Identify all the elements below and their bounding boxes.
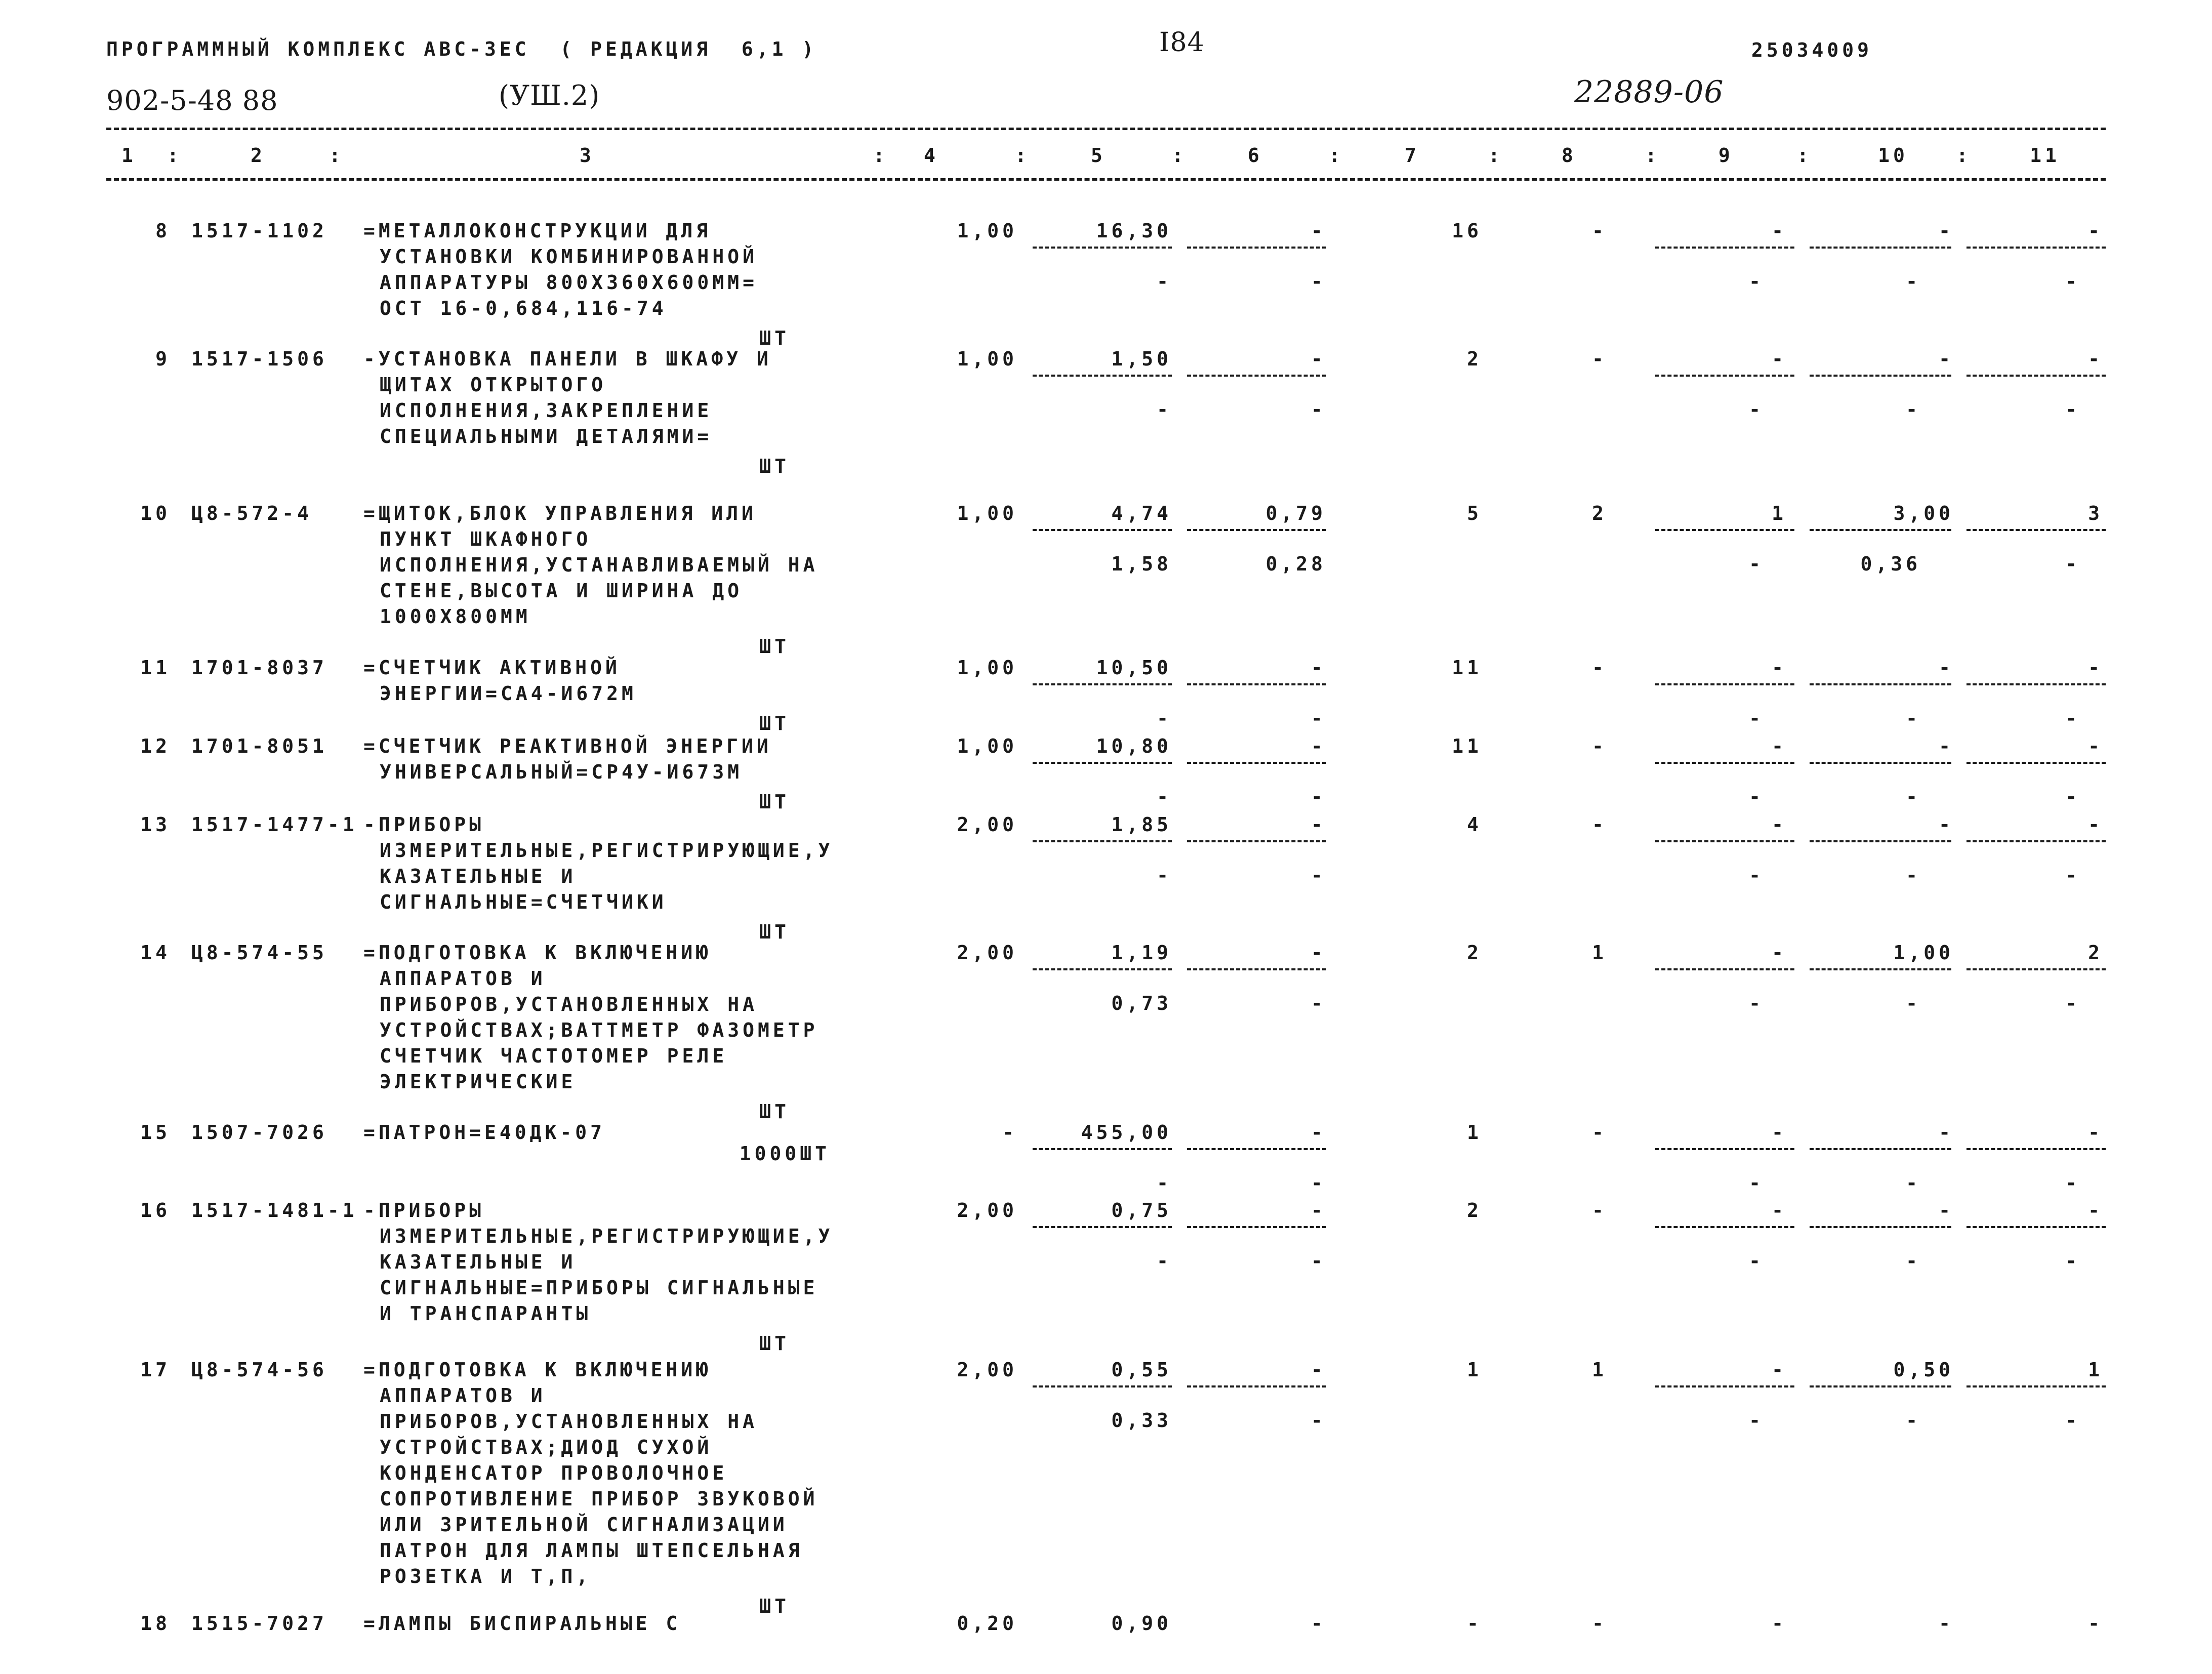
row-unit: ШТ: [759, 635, 790, 658]
row-description-line: =ПОДГОТОВКА К ВКЛЮЧЕНИЮ: [363, 1359, 712, 1381]
row-value-c6: -: [1311, 813, 1326, 836]
row-unit: ШТ: [759, 1100, 790, 1123]
row-description-line: ПРИБОРОВ,УСТАНОВЛЕННЫХ НА: [380, 1410, 758, 1433]
row-value-c11: 3: [2088, 502, 2103, 524]
row-number: 15: [140, 1121, 171, 1144]
subtotal-rule: [1033, 247, 1172, 249]
subtotal-rule: [1187, 1226, 1326, 1228]
row-value-c9: 1: [1772, 502, 1787, 524]
row-number: 11: [140, 657, 171, 679]
column-header-6: 6: [1248, 144, 1263, 167]
row-description-line: ИЗМЕРИТЕЛЬНЫЕ,РЕГИСТРИРУЮЩИЕ,У: [380, 839, 834, 862]
subtotal-rule: [1033, 683, 1172, 685]
subtotal-rule: [1810, 529, 1951, 531]
column-header-1: 1: [121, 144, 137, 167]
subtotal-rule: [1655, 968, 1794, 970]
row-value-c4: 2,00: [957, 942, 1017, 964]
row-value-c11: -: [2088, 1199, 2103, 1221]
row-value-c11b: -: [2065, 398, 2080, 421]
row-value-c10b: -: [1906, 786, 1921, 808]
column-header-7: 7: [1405, 144, 1420, 167]
row-code: Ц8-574-56: [191, 1359, 327, 1381]
row-code: 1701-8051: [191, 735, 327, 757]
row-code: 1507-7026: [191, 1121, 327, 1144]
row-description-line: УСТРОЙСТВАХ;ДИОД СУХОЙ: [380, 1436, 713, 1458]
row-description-line: ЭНЕРГИИ=СА4-И672М: [380, 682, 637, 705]
row-value-c5b: -: [1157, 1172, 1172, 1194]
row-description-line: СПЕЦИАЛЬНЫМИ ДЕТАЛЯМИ=: [380, 425, 713, 447]
row-value-c5b: 1,58: [1111, 553, 1172, 575]
row-value-c10: -: [1939, 1121, 1954, 1144]
row-value-c11: 2: [2088, 942, 2103, 964]
column-separator: :: [1956, 144, 1972, 167]
subtotal-rule: [1967, 968, 2106, 970]
row-value-c10: 3,00: [1893, 502, 1954, 524]
subtotal-rule: [1810, 1226, 1951, 1228]
column-header-10: 10: [1878, 144, 1908, 167]
row-description-line: АППАРАТОВ И: [380, 1384, 546, 1407]
row-value-c10: -: [1939, 348, 1954, 370]
row-description-line: КАЗАТЕЛЬНЫЕ И: [380, 1251, 577, 1273]
row-value-c8: -: [1592, 1612, 1607, 1635]
row-value-c9b: -: [1749, 992, 1764, 1014]
subtotal-rule: [1033, 1226, 1172, 1228]
row-description-line: КАЗАТЕЛЬНЫЕ И: [380, 865, 577, 887]
subtotal-rule: [1810, 840, 1951, 842]
column-separator: :: [1015, 144, 1030, 167]
subtotal-rule: [1187, 375, 1326, 377]
row-description-line: И ТРАНСПАРАНТЫ: [380, 1302, 592, 1325]
row-value-c5: 1,50: [1111, 348, 1172, 370]
row-description-line: =МЕТАЛЛОКОНСТРУКЦИИ ДЛЯ: [363, 220, 712, 242]
subtotal-rule: [1967, 529, 2106, 531]
column-separator: :: [167, 144, 182, 167]
row-value-c9b: -: [1749, 786, 1764, 808]
row-number: 12: [140, 735, 171, 757]
project-number: 902-5-48 88: [106, 85, 278, 116]
row-value-c5b: 0,33: [1111, 1409, 1172, 1432]
row-description-line: РОЗЕТКА И Т,П,: [380, 1565, 592, 1587]
row-value-c6: -: [1311, 220, 1326, 242]
subtotal-rule: [1033, 1385, 1172, 1387]
row-number: 10: [140, 502, 171, 524]
row-value-c10b: -: [1906, 864, 1921, 886]
row-value-c8: -: [1592, 1199, 1607, 1221]
row-value-c10: 1,00: [1893, 942, 1954, 964]
row-value-c10: -: [1939, 1199, 1954, 1221]
row-value-c6: 0,79: [1265, 502, 1326, 524]
row-value-c11b: -: [2065, 707, 2080, 729]
row-description-line: УСТРОЙСТВАХ;ВАТТМЕТР ФАЗОМЕТР: [380, 1019, 818, 1041]
subtotal-rule: [1967, 1385, 2106, 1387]
subtotal-rule: [1187, 1385, 1326, 1387]
row-value-c11: 1: [2088, 1359, 2103, 1381]
row-value-c5: 4,74: [1111, 502, 1172, 524]
row-value-c11: -: [2088, 735, 2103, 757]
row-value-c11: -: [2088, 813, 2103, 836]
row-value-c10b: -: [1906, 1409, 1921, 1432]
row-value-c8: -: [1592, 735, 1607, 757]
column-separator: :: [1488, 144, 1503, 167]
row-description-line: =ЛАМПЫ БИСПИРАЛЬНЫЕ С: [363, 1612, 681, 1635]
row-value-c5: 10,50: [1096, 657, 1172, 679]
inventory-stamp: 22889-06: [1574, 74, 1724, 110]
row-value-c11b: -: [2065, 992, 2080, 1014]
subtotal-rule: [1810, 762, 1951, 764]
row-value-c10: -: [1939, 220, 1954, 242]
row-description-line: ОСТ 16-0,684,116-74: [380, 297, 667, 319]
row-value-c9: -: [1772, 657, 1787, 679]
row-value-c11: -: [2088, 220, 2103, 242]
subtotal-rule: [1967, 762, 2106, 764]
row-value-c6: -: [1311, 1359, 1326, 1381]
row-description-line: =ЩИТОК,БЛОК УПРАВЛЕНИЯ ИЛИ: [363, 502, 757, 524]
subtotal-rule: [1967, 247, 2106, 249]
row-description-line: АППАРАТУРЫ 800Х360Х600ММ=: [380, 271, 758, 294]
row-value-c9: -: [1772, 1359, 1787, 1381]
row-description-line: ИСПОЛНЕНИЯ,ЗАКРЕПЛЕНИЕ: [380, 399, 713, 422]
column-header-5: 5: [1091, 144, 1106, 167]
subtotal-rule: [1967, 375, 2106, 377]
row-value-c6b: -: [1311, 864, 1326, 886]
subtotal-rule: [1187, 762, 1326, 764]
subtotal-rule: [1655, 1148, 1794, 1150]
row-description-line: УНИВЕРСАЛЬНЫЙ=СР4У-И673М: [380, 761, 743, 783]
row-value-c11b: -: [2065, 786, 2080, 808]
subtotal-rule: [1033, 529, 1172, 531]
row-value-c11b: -: [2065, 1409, 2080, 1432]
row-value-c6: -: [1311, 657, 1326, 679]
row-number: 18: [140, 1612, 171, 1635]
row-value-c6: -: [1311, 348, 1326, 370]
row-number: 16: [140, 1199, 171, 1221]
row-value-c9b: -: [1749, 707, 1764, 729]
row-number: 14: [140, 942, 171, 964]
subtotal-rule: [1655, 840, 1794, 842]
row-description-line: КОНДЕНСАТОР ПРОВОЛОЧНОЕ: [380, 1462, 728, 1484]
row-value-c4: 2,00: [957, 1359, 1017, 1381]
row-value-c8: -: [1592, 220, 1607, 242]
row-number: 17: [140, 1359, 171, 1381]
row-unit: 1000ШТ: [739, 1142, 830, 1165]
row-value-c10: 0,50: [1893, 1359, 1954, 1381]
subtotal-rule: [1655, 247, 1794, 249]
row-code: 1517-1481-1: [191, 1199, 358, 1221]
row-value-c9: -: [1772, 1121, 1787, 1144]
row-value-c4: 1,00: [957, 502, 1017, 524]
row-value-c9: -: [1772, 348, 1787, 370]
row-value-c6: -: [1311, 1612, 1326, 1635]
column-separator: :: [1797, 144, 1812, 167]
row-description-line: ИЛИ ЗРИТЕЛЬНОЙ СИГНАЛИЗАЦИИ: [380, 1514, 788, 1536]
row-value-c9: -: [1772, 735, 1787, 757]
row-value-c9: -: [1772, 813, 1787, 836]
row-value-c10: -: [1939, 657, 1954, 679]
column-header-3: 3: [580, 144, 595, 167]
subtotal-rule: [1187, 683, 1326, 685]
row-value-c9: -: [1772, 942, 1787, 964]
row-value-c8: -: [1592, 1121, 1607, 1144]
row-value-c7: 2: [1467, 942, 1482, 964]
row-value-c6: -: [1311, 1199, 1326, 1221]
row-value-c11: -: [2088, 1121, 2103, 1144]
row-value-c11b: -: [2065, 1250, 2080, 1272]
row-value-c7: 1: [1467, 1121, 1482, 1144]
row-value-c8: -: [1592, 657, 1607, 679]
row-unit: ШТ: [759, 1332, 790, 1355]
row-value-c7: 4: [1467, 813, 1482, 836]
row-code: 1515-7027: [191, 1612, 327, 1635]
row-value-c6b: -: [1311, 1409, 1326, 1432]
row-value-c4: 0,20: [957, 1612, 1017, 1635]
row-description-line: =СЧЕТЧИК АКТИВНОЙ: [363, 657, 621, 679]
row-value-c9: -: [1772, 1612, 1787, 1635]
row-value-c10b: -: [1906, 270, 1921, 293]
row-value-c6b: -: [1311, 1250, 1326, 1272]
row-value-c8: -: [1592, 348, 1607, 370]
row-value-c9b: -: [1749, 1172, 1764, 1194]
row-value-c7: -: [1467, 1612, 1482, 1635]
subtotal-rule: [1187, 529, 1326, 531]
subtotal-rule: [1810, 1148, 1951, 1150]
row-value-c11b: -: [2065, 864, 2080, 886]
subtotal-rule: [1967, 1148, 2106, 1150]
row-value-c6b: -: [1311, 1172, 1326, 1194]
row-value-c7: 11: [1452, 657, 1482, 679]
row-value-c4: 2,00: [957, 1199, 1017, 1221]
subtotal-rule: [1655, 375, 1794, 377]
row-value-c6b: -: [1311, 398, 1326, 421]
subtotal-rule: [1033, 968, 1172, 970]
column-separator: :: [1645, 144, 1660, 167]
row-value-c8: 2: [1592, 502, 1607, 524]
row-value-c7: 2: [1467, 348, 1482, 370]
row-value-c9b: -: [1749, 1250, 1764, 1272]
row-value-c4: 1,00: [957, 657, 1017, 679]
row-value-c9b: -: [1749, 553, 1764, 575]
row-description-line: ИСПОЛНЕНИЯ,УСТАНАВЛИВАЕМЫЙ НА: [380, 554, 818, 576]
row-description-line: =СЧЕТЧИК РЕАКТИВНОЙ ЭНЕРГИИ: [363, 735, 772, 757]
row-description-line: -ПРИБОРЫ: [363, 813, 485, 836]
row-value-c7: 1: [1467, 1359, 1482, 1381]
subtotal-rule: [1655, 683, 1794, 685]
row-value-c5b: -: [1157, 864, 1172, 886]
section-label: (УШ.2): [499, 79, 600, 111]
row-value-c5b: 0,73: [1111, 992, 1172, 1014]
row-value-c10: -: [1939, 735, 1954, 757]
row-description-line: СИГНАЛЬНЫЕ=СЧЕТЧИКИ: [380, 891, 667, 913]
column-header-4: 4: [924, 144, 939, 167]
row-value-c10b: -: [1906, 1250, 1921, 1272]
row-unit: ШТ: [759, 791, 790, 813]
program-title: ПРОГРАММНЫЙ КОМПЛЕКС АВС-3ЕС ( РЕДАКЦИЯ 6,1 ): [106, 38, 817, 60]
subtotal-rule: [1655, 529, 1794, 531]
row-description-line: ПАТРОН ДЛЯ ЛАМПЫ ШТЕПСЕЛЬНАЯ: [380, 1539, 803, 1562]
row-value-c11b: -: [2065, 553, 2080, 575]
subtotal-rule: [1810, 968, 1951, 970]
row-value-c4: -: [1002, 1121, 1017, 1144]
row-value-c5b: -: [1157, 270, 1172, 293]
row-value-c5b: -: [1157, 786, 1172, 808]
row-value-c4: 1,00: [957, 735, 1017, 757]
row-value-c5: 0,75: [1111, 1199, 1172, 1221]
row-value-c6b: 0,28: [1265, 553, 1326, 575]
row-description-line: 1000Х800ММ: [380, 605, 531, 628]
subtotal-rule: [1810, 375, 1951, 377]
subtotal-rule: [1033, 1148, 1172, 1150]
row-description-line: АППАРАТОВ И: [380, 967, 546, 990]
row-value-c4: 1,00: [957, 220, 1017, 242]
row-value-c7: 2: [1467, 1199, 1482, 1221]
row-description-line: =ПАТРОН=Е40ДК-07: [363, 1121, 606, 1144]
column-header-2: 2: [251, 144, 266, 167]
row-unit: ШТ: [759, 712, 790, 734]
subtotal-rule: [1187, 968, 1326, 970]
column-separator: :: [873, 144, 888, 167]
row-value-c10b: -: [1906, 992, 1921, 1014]
row-value-c10: -: [1939, 813, 1954, 836]
column-separator: :: [1172, 144, 1187, 167]
row-unit: ШТ: [759, 455, 790, 477]
row-value-c9b: -: [1749, 270, 1764, 293]
row-value-c6: -: [1311, 942, 1326, 964]
row-value-c5b: -: [1157, 398, 1172, 421]
row-number: 8: [155, 220, 171, 242]
row-value-c5: 1,19: [1111, 942, 1172, 964]
row-value-c6b: -: [1311, 707, 1326, 729]
row-description-line: ЩИТАХ ОТКРЫТОГО: [380, 374, 607, 396]
row-value-c8: 1: [1592, 942, 1607, 964]
subtotal-rule: [1655, 1385, 1794, 1387]
row-code: 1517-1506: [191, 348, 327, 370]
row-description-line: СИГНАЛЬНЫЕ=ПРИБОРЫ СИГНАЛЬНЫЕ: [380, 1277, 818, 1299]
row-value-c9b: -: [1749, 1409, 1764, 1432]
row-description-line: СОПРОТИВЛЕНИЕ ПРИБОР ЗВУКОВОЙ: [380, 1488, 818, 1510]
row-value-c6: -: [1311, 1121, 1326, 1144]
row-value-c6b: -: [1311, 992, 1326, 1014]
row-description-line: =ПОДГОТОВКА К ВКЛЮЧЕНИЮ: [363, 942, 712, 964]
column-header-8: 8: [1562, 144, 1577, 167]
row-description-line: ИЗМЕРИТЕЛЬНЫЕ,РЕГИСТРИРУЮЩИЕ,У: [380, 1225, 834, 1247]
row-value-c5b: -: [1157, 1250, 1172, 1272]
row-value-c10: -: [1939, 1612, 1954, 1635]
row-value-c4: 1,00: [957, 348, 1017, 370]
subtotal-rule: [1810, 683, 1951, 685]
row-code: 1701-8037: [191, 657, 327, 679]
row-description-line: -ПРИБОРЫ: [363, 1199, 485, 1221]
row-value-c6b: -: [1311, 786, 1326, 808]
row-value-c4: 2,00: [957, 813, 1017, 836]
subtotal-rule: [1967, 1226, 2106, 1228]
document-code: 25034009: [1751, 39, 1873, 61]
row-value-c10b: -: [1906, 398, 1921, 421]
column-header-9: 9: [1718, 144, 1734, 167]
row-value-c7: 5: [1467, 502, 1482, 524]
subtotal-rule: [1033, 840, 1172, 842]
header-rule-bottom: [106, 178, 2106, 181]
subtotal-rule: [1810, 247, 1951, 249]
row-value-c10b: -: [1906, 707, 1921, 729]
row-value-c5: 16,30: [1096, 220, 1172, 242]
row-value-c5b: -: [1157, 707, 1172, 729]
subtotal-rule: [1033, 375, 1172, 377]
row-value-c11: -: [2088, 657, 2103, 679]
subtotal-rule: [1967, 683, 2106, 685]
header-rule-top: [106, 128, 2106, 130]
row-value-c10b: 0,36: [1860, 553, 1921, 575]
row-value-c11: -: [2088, 348, 2103, 370]
row-value-c11b: -: [2065, 270, 2080, 293]
subtotal-rule: [1967, 840, 2106, 842]
row-value-c6b: -: [1311, 270, 1326, 293]
row-unit: ШТ: [759, 921, 790, 943]
row-description-line: -УСТАНОВКА ПАНЕЛИ В ШКАФУ И: [363, 348, 772, 370]
row-value-c9b: -: [1749, 864, 1764, 886]
row-description-line: ЭЛЕКТРИЧЕСКИЕ: [380, 1071, 577, 1093]
row-value-c5: 1,85: [1111, 813, 1172, 836]
column-separator: :: [329, 144, 344, 167]
row-description-line: СЧЕТЧИК ЧАСТОТОМЕР РЕЛЕ: [380, 1045, 728, 1067]
row-value-c8: 1: [1592, 1359, 1607, 1381]
row-code: Ц8-574-55: [191, 942, 327, 964]
row-value-c10b: -: [1906, 1172, 1921, 1194]
row-code: Ц8-572-4: [191, 502, 313, 524]
subtotal-rule: [1655, 762, 1794, 764]
row-number: 13: [140, 813, 171, 836]
row-value-c5: 10,80: [1096, 735, 1172, 757]
row-value-c7: 16: [1452, 220, 1482, 242]
row-code: 1517-1102: [191, 220, 327, 242]
row-value-c11: -: [2088, 1612, 2103, 1635]
row-code: 1517-1477-1: [191, 813, 358, 836]
row-description-line: УСТАНОВКИ КОМБИНИРОВАННОЙ: [380, 246, 758, 268]
row-number: 9: [155, 348, 171, 370]
row-value-c9: -: [1772, 1199, 1787, 1221]
row-unit: ШТ: [759, 327, 790, 349]
column-header-11: 11: [2030, 144, 2060, 167]
row-value-c6: -: [1311, 735, 1326, 757]
row-description-line: ПУНКТ ШКАФНОГО: [380, 528, 592, 550]
column-separator: :: [1329, 144, 1344, 167]
row-value-c8: -: [1592, 813, 1607, 836]
subtotal-rule: [1187, 247, 1326, 249]
row-unit: ШТ: [759, 1595, 790, 1617]
subtotal-rule: [1810, 1385, 1951, 1387]
row-description-line: ПРИБОРОВ,УСТАНОВЛЕННЫХ НА: [380, 993, 758, 1015]
row-value-c7: 11: [1452, 735, 1482, 757]
subtotal-rule: [1187, 840, 1326, 842]
page-number: I84: [1159, 27, 1205, 58]
row-value-c9: -: [1772, 220, 1787, 242]
row-value-c11b: -: [2065, 1172, 2080, 1194]
row-value-c5: 0,90: [1111, 1612, 1172, 1635]
subtotal-rule: [1655, 1226, 1794, 1228]
subtotal-rule: [1033, 762, 1172, 764]
subtotal-rule: [1187, 1148, 1326, 1150]
row-value-c5: 0,55: [1111, 1359, 1172, 1381]
row-value-c9b: -: [1749, 398, 1764, 421]
row-value-c5: 455,00: [1081, 1121, 1172, 1144]
row-description-line: СТЕНЕ,ВЫСОТА И ШИРИНА ДО: [380, 580, 743, 602]
